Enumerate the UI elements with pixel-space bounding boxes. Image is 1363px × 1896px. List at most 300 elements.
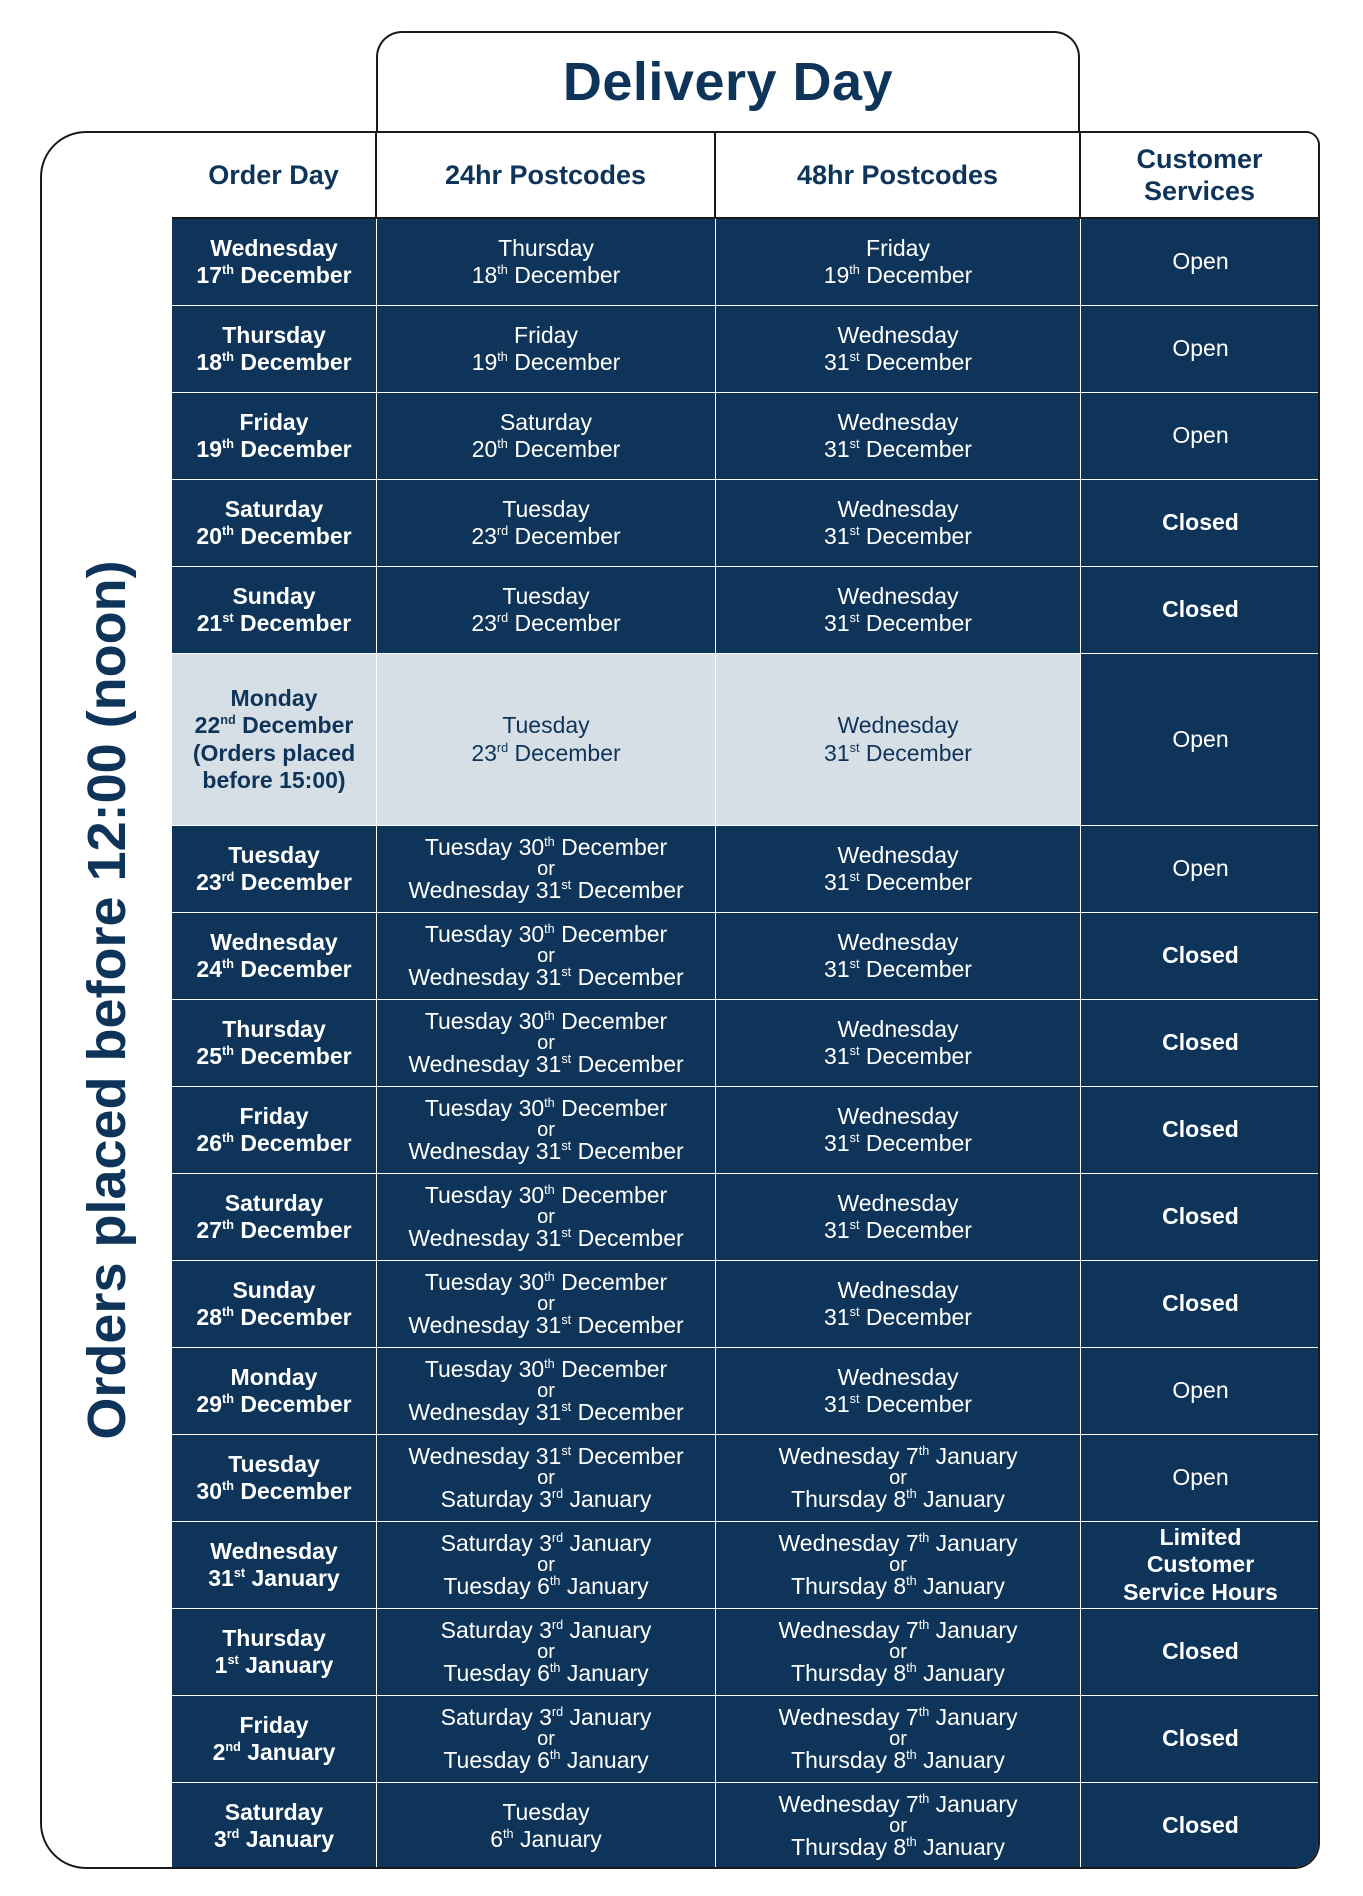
month-text: December [233,262,352,288]
date-text: Wednesday 31 [408,877,562,903]
ordinal-suffix: nd [220,713,236,728]
date-text: 31 [824,1130,850,1156]
customer-services-status: Open [1081,393,1320,480]
date-text: Tuesday 6 [443,1660,550,1686]
ordinal-suffix: st [561,1400,572,1415]
date-line [824,869,972,896]
day-number: 26 [196,1130,223,1156]
ordinal-suffix: st [227,1653,239,1668]
date-text: 23 [471,610,497,636]
date-text: Wednesday 7 [778,1529,919,1556]
month-text: January [560,1573,649,1599]
month-text: December [554,1355,668,1382]
ordinal-suffix: th [222,957,234,972]
delivery-24hr-cell [377,480,716,567]
month-text: January [929,1616,1018,1643]
month-text: December [507,349,621,375]
weekday: Friday [239,1711,309,1738]
order-date [196,436,351,463]
date-line [425,1182,667,1209]
column-header-48hr-postcodes: 48hr Postcodes [716,133,1081,219]
date-line [502,1799,589,1826]
month-text: December [233,1217,352,1243]
date-text: 31 [824,610,850,636]
date-text: Tuesday 30 [424,1268,545,1295]
ordinal-suffix: st [561,878,572,893]
date-line: or [537,1119,555,1141]
ordinal-suffix: st [849,524,860,539]
date-line: or [537,1380,555,1402]
column-header-24hr-postcodes: 24hr Postcodes [377,133,716,219]
date-line [408,1399,683,1426]
orders-placed-label: Orders placed before 12:00 (noon) [77,560,137,1440]
ordinal-suffix: th [222,1044,234,1059]
date-line: or [889,1467,907,1489]
month-text: December [571,964,684,990]
date-text: 31 [824,436,850,462]
month-text: December [233,1043,352,1069]
customer-services-status: Open [1081,306,1320,393]
date-line [837,1190,958,1217]
delivery-48hr-cell [716,1087,1081,1174]
date-line [866,235,930,262]
date-line [443,1747,648,1774]
date-text: 31 [824,739,850,766]
order-date [196,1478,351,1505]
date-text: 31 [824,956,850,982]
date-text: Wednesday [837,495,959,522]
customer-services-status: Closed [1081,913,1320,1000]
month-text: December [859,262,973,288]
date-text: 31 [824,523,850,549]
day-number: 27 [196,1217,223,1243]
customer-services-status: Closed [1081,480,1320,567]
date-text: Saturday [499,408,593,435]
month-text: December [859,1130,972,1156]
day-number: 25 [196,1043,223,1069]
day-number: 31 [208,1565,234,1591]
ordinal-suffix: th [222,350,234,365]
order-date [195,712,354,739]
delivery-48hr-cell [716,306,1081,393]
date-line [425,1356,667,1383]
date-text: Wednesday 7 [778,1442,919,1469]
date-line [824,262,973,289]
date-line: or [537,1728,555,1750]
customer-services-status: Closed [1081,1174,1320,1261]
date-line [472,262,621,289]
day-number: 21 [196,610,223,636]
date-line [502,496,589,523]
ordinal-suffix: th [906,1661,917,1676]
date-line [502,583,589,610]
ordinal-suffix: st [849,1218,860,1233]
order-date [196,1391,351,1418]
weekday: Thursday [222,321,326,348]
date-line [837,322,958,349]
date-line [791,1747,1005,1774]
month-text: December [571,877,684,903]
date-text: Wednesday 7 [778,1703,919,1730]
date-line [425,1008,667,1035]
month-text: January [563,1529,652,1556]
month-text: December [554,1094,668,1121]
month-text: December [571,1051,684,1077]
ordinal-suffix: th [544,1357,555,1372]
ordinal-suffix: th [503,1827,514,1842]
ordinal-suffix: th [849,263,860,278]
ordinal-suffix: th [222,1305,234,1320]
order-day-cell [172,1000,377,1087]
month-text: December [233,436,352,462]
month-text: December [554,920,668,947]
delivery-48hr-cell [716,1783,1081,1869]
ordinal-suffix: st [849,1305,860,1320]
date-text: Friday [866,234,930,261]
month-text: December [233,1391,352,1417]
date-text: Tuesday 30 [424,833,545,860]
date-text: Tuesday 30 [424,1355,545,1382]
month-text: December [233,956,352,982]
date-line: or [537,1467,555,1489]
customer-services-status: Closed [1081,1261,1320,1348]
date-line [824,349,972,376]
weekday: Tuesday [228,841,320,868]
order-date [196,1130,351,1157]
date-line: or [537,1206,555,1228]
customer-services-status: Closed [1081,1696,1320,1783]
date-line: or [537,945,555,967]
date-text: Wednesday [837,841,959,868]
order-note: before 15:00) [202,766,346,793]
order-day-cell [172,1348,377,1435]
ordinal-suffix: st [849,350,860,365]
date-text: Thursday 8 [791,1834,907,1860]
ordinal-suffix: rd [221,870,235,885]
date-line [824,1391,972,1418]
date-line [408,1312,683,1339]
ordinal-suffix: th [918,1618,930,1633]
delivery-schedule-table [172,131,1320,1869]
delivery-24hr-cell [377,1696,716,1783]
date-line [408,964,683,991]
delivery-24hr-cell [377,393,716,480]
ordinal-suffix: rd [496,524,509,539]
date-text: Friday [514,321,578,348]
date-line [837,409,958,436]
ordinal-suffix: st [849,1392,860,1407]
date-line [443,1660,648,1687]
day-number: 28 [196,1304,223,1330]
date-line [837,583,958,610]
date-text: Wednesday 31 [408,1399,562,1425]
date-line [471,523,620,550]
ordinal-suffix: th [222,263,234,278]
month-text: December [571,1138,684,1164]
month-text: January [916,1747,1005,1773]
month-text: January [239,1826,335,1852]
month-text: January [563,1486,652,1512]
customer-services-status: Open [1081,654,1320,826]
ordinal-suffix: th [497,437,508,452]
weekday: Friday [239,408,309,435]
date-line [443,1573,648,1600]
ordinal-suffix: th [549,1748,561,1763]
date-line [471,740,620,767]
date-line: or [889,1554,907,1576]
column-header-order-day: Order Day [172,133,377,219]
ordinal-suffix: th [918,1444,930,1459]
delivery-48hr-cell [716,1696,1081,1783]
date-line [837,712,958,739]
ordinal-suffix: th [222,437,234,452]
date-line [408,1443,683,1470]
month-text: December [507,262,621,288]
delivery-48hr-cell [716,1435,1081,1522]
order-day-cell [172,480,377,567]
date-line [500,409,592,436]
ordinal-suffix: st [561,1139,572,1154]
ordinal-suffix: th [222,1392,234,1407]
month-text: January [916,1573,1005,1599]
ordinal-suffix: th [544,922,555,937]
month-text: December [233,610,352,636]
customer-services-status: Open [1081,1435,1320,1522]
ordinal-suffix: th [544,1183,555,1198]
order-date [196,1304,351,1331]
delivery-48hr-cell [716,393,1081,480]
date-text: 31 [824,1304,850,1330]
day-number: 3 [213,1826,227,1852]
day-number: 23 [196,869,222,895]
date-text: Wednesday [837,1363,959,1390]
date-line [425,1095,667,1122]
date-line [441,1530,652,1557]
date-line [471,610,620,637]
date-text: Saturday 3 [440,1486,552,1512]
date-text: Thursday 8 [791,1660,907,1686]
month-text: December [859,869,972,895]
date-line [824,1130,972,1157]
customer-services-status: Closed [1081,1783,1320,1869]
customer-services-status: Open [1081,1348,1320,1435]
date-text: Wednesday [837,408,959,435]
date-text: Wednesday [837,321,959,348]
date-text: 23 [471,739,497,766]
date-line [791,1573,1005,1600]
month-text: December [859,956,972,982]
date-line [824,523,972,550]
customer-services-status: Closed [1081,1609,1320,1696]
order-day-cell [172,567,377,654]
day-number: 19 [196,436,223,462]
date-text: Tuesday [502,1798,590,1825]
delivery-24hr-cell [377,306,716,393]
date-line [502,712,589,739]
order-day-cell [172,826,377,913]
date-text: 31 [824,1217,850,1243]
date-text: Tuesday 30 [424,920,545,947]
day-number: 20 [196,523,223,549]
month-text: January [560,1747,649,1773]
order-note: (Orders placed [192,739,356,766]
month-text: December [859,1391,972,1417]
month-text: January [563,1616,652,1643]
delivery-48hr-cell [716,480,1081,567]
month-text: December [859,349,972,375]
delivery-24hr-cell [377,1783,716,1869]
month-text: December [571,1312,684,1338]
month-text: December [508,739,621,766]
order-day-cell [172,1174,377,1261]
day-number: 22 [194,712,221,739]
weekday: Monday [230,685,318,712]
date-text: Wednesday [837,1015,959,1042]
date-line [824,1043,972,1070]
day-number: 30 [196,1478,223,1504]
month-text: December [233,523,352,549]
delivery-48hr-cell [716,654,1081,826]
ordinal-suffix: th [906,1835,917,1850]
month-text: December [554,1181,668,1208]
ordinal-suffix: st [849,957,860,972]
ordinal-suffix: st [561,1313,572,1328]
delivery-24hr-cell [377,1174,716,1261]
delivery-24hr-cell [377,1261,716,1348]
ordinal-suffix: th [549,1574,561,1589]
ordinal-suffix: th [544,835,555,850]
order-date [196,262,351,289]
month-text: January [929,1529,1018,1556]
weekday: Wednesday [210,1537,338,1564]
date-text: Wednesday [837,1102,959,1129]
date-text: Saturday 3 [440,1616,552,1643]
date-text: 31 [824,349,850,375]
date-line [779,1530,1018,1557]
ordinal-suffix: rd [551,1531,564,1546]
delivery-48hr-cell [716,1174,1081,1261]
date-line [425,1269,667,1296]
order-day-cell [172,654,377,826]
delivery-48hr-cell [716,567,1081,654]
weekday: Thursday [222,1624,326,1651]
weekday: Saturday [224,1798,324,1825]
month-text: December [571,1225,684,1251]
day-number: 2 [212,1739,226,1765]
date-line: or [889,1815,907,1837]
delivery-24hr-cell [377,1348,716,1435]
month-text: December [859,739,972,766]
date-text: Wednesday 7 [778,1616,919,1643]
order-date [196,956,351,983]
ordinal-suffix: th [497,350,508,365]
order-date [196,1043,351,1070]
ordinal-suffix: st [561,1226,572,1241]
customer-services-status: Open [1081,219,1320,306]
delivery-24hr-cell [377,1087,716,1174]
month-text: December [233,349,352,375]
ordinal-suffix: th [906,1574,917,1589]
date-text: 18 [471,262,498,288]
weekday: Sunday [232,1276,316,1303]
weekday: Monday [230,1363,318,1390]
date-text: 31 [824,1391,850,1417]
date-text: 20 [471,436,498,462]
weekday: Tuesday [228,1450,320,1477]
date-text: 23 [471,523,497,549]
weekday: Wednesday [210,234,338,261]
month-text: December [508,610,621,636]
date-line [472,436,621,463]
month-text: January [916,1834,1005,1860]
month-text: December [859,1217,972,1243]
delivery-24hr-cell [377,567,716,654]
delivery-day-title: Delivery Day [562,52,894,112]
date-text: Saturday 3 [440,1703,552,1730]
date-line [408,1138,683,1165]
order-date [215,1652,334,1679]
delivery-48hr-cell [716,219,1081,306]
date-text: Wednesday 31 [408,1442,562,1469]
date-line [824,610,972,637]
weekday: Sunday [232,582,316,609]
delivery-24hr-cell [377,654,716,826]
date-line [408,1225,683,1252]
delivery-48hr-cell [716,1000,1081,1087]
ordinal-suffix: st [222,611,234,626]
order-day-cell [172,1696,377,1783]
ordinal-suffix: st [561,1052,572,1067]
month-text: December [859,610,972,636]
date-line [837,496,958,523]
date-line [837,1103,958,1130]
ordinal-suffix: nd [225,1740,241,1755]
delivery-24hr-cell [377,1609,716,1696]
ordinal-suffix: th [918,1531,930,1546]
ordinal-suffix: th [544,1096,555,1111]
date-text: Wednesday 31 [408,964,562,990]
delivery-48hr-cell [716,1348,1081,1435]
ordinal-suffix: st [849,611,860,626]
ordinal-suffix: rd [551,1487,564,1502]
ordinal-suffix: rd [496,740,509,755]
delivery-24hr-cell [377,826,716,913]
customer-services-status: Closed [1081,1087,1320,1174]
day-number: 29 [196,1391,223,1417]
date-line [425,834,667,861]
month-text: December [859,1304,972,1330]
order-day-cell [172,1261,377,1348]
ordinal-suffix: th [906,1748,917,1763]
ordinal-suffix: rd [496,611,509,626]
weekday: Saturday [224,495,324,522]
day-number: 17 [196,262,223,288]
date-line [779,1791,1018,1818]
weekday: Saturday [224,1189,324,1216]
order-day-cell [172,1087,377,1174]
delivery-24hr-cell [377,913,716,1000]
date-text: Wednesday 31 [408,1225,562,1251]
day-number: 1 [214,1652,228,1678]
date-text: Wednesday [837,1276,959,1303]
ordinal-suffix: rd [226,1827,240,1842]
order-date [196,523,351,550]
date-text: 19 [823,262,850,288]
date-text: Wednesday 31 [408,1051,562,1077]
ordinal-suffix: st [849,1131,860,1146]
month-text: December [507,436,621,462]
date-line [514,322,578,349]
